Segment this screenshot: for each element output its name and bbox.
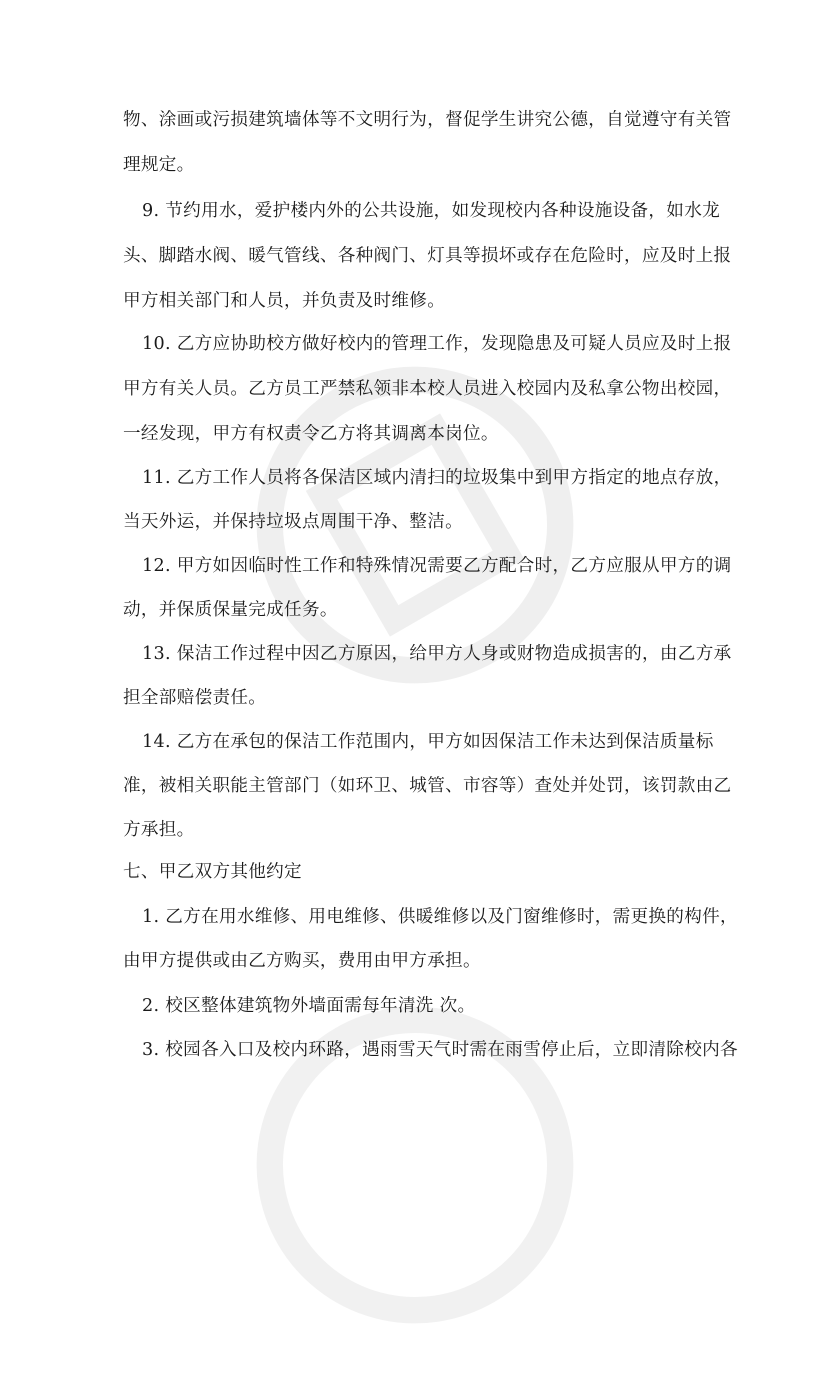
paragraph-line: 14. 乙方在承包的保洁工作范围内，甲方如因保洁工作未达到保洁质量标	[142, 732, 714, 752]
paragraph-line: 甲方有关人员。乙方员工严禁私领非本校人员进入校园内及私拿公物出校园，	[123, 379, 732, 399]
paragraph-line: 准，被相关职能主管部门（如环卫、城管、市容等）查处并处罚，该罚款由乙	[123, 776, 732, 796]
paragraph-line: 12. 甲方如因临时性工作和特殊情况需要乙方配合时，乙方应服从甲方的调	[142, 556, 732, 576]
paragraph-line: 当天外运，并保持垃圾点周围干净、整洁。	[123, 512, 463, 532]
paragraph-line: 理规定。	[123, 155, 195, 175]
paragraph-line: 头、脚踏水阀、暖气管线、各种阀门、灯具等损坏或存在危险时，应及时上报	[123, 246, 732, 266]
paragraph-line: 13. 保洁工作过程中因乙方原因，给甲方人身或财物造成损害的，由乙方承	[142, 644, 732, 664]
paragraph-line: 动，并保质保量完成任务。	[123, 600, 338, 620]
section-heading: 七、甲乙双方其他约定	[123, 862, 302, 882]
paragraph-line: 11. 乙方工作人员将各保洁区域内清扫的垃圾集中到甲方指定的地点存放，	[142, 468, 732, 488]
paragraph-line: 担全部赔偿责任。	[123, 688, 267, 708]
paragraph-line: 2. 校区整体建筑物外墙面需每年清洗 次。	[142, 996, 476, 1016]
paragraph-line: 甲方相关部门和人员，并负责及时维修。	[123, 291, 446, 311]
paragraph-line: 10. 乙方应协助校方做好校内的管理工作，发现隐患及可疑人员应及时上报	[142, 334, 732, 354]
paragraph-line: 物、涂画或污损建筑墙体等不文明行为，督促学生讲究公德，自觉遵守有关管	[123, 110, 732, 130]
paragraph-line: 由甲方提供或由乙方购买，费用由甲方承担。	[123, 951, 481, 971]
paragraph-line: 9. 节约用水，爱护楼内外的公共设施，如发现校内各种设施设备，如水龙	[142, 201, 720, 221]
paragraph-line: 一经发现，甲方有权责令乙方将其调离本岗位。	[123, 424, 499, 444]
paragraph-line: 方承担。	[123, 820, 195, 840]
paragraph-line: 1. 乙方在用水维修、用电维修、供暖维修以及门窗维修时，需更换的构件，	[142, 907, 738, 927]
paragraph-line: 3. 校园各入口及校内环路，遇雨雪天气时需在雨雪停止后，立即清除校内各	[142, 1040, 738, 1060]
